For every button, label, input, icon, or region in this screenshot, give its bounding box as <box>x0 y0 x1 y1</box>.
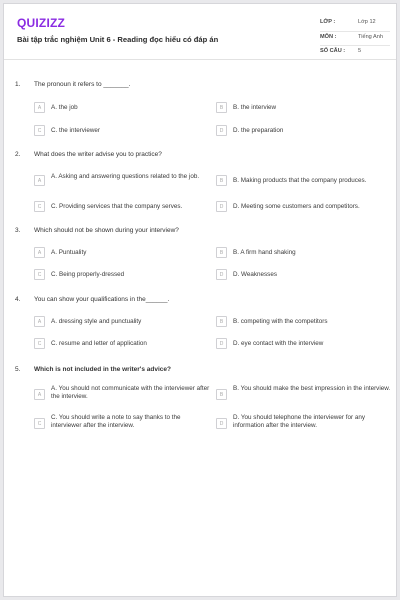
option-text: A. dressing style and punctuality <box>51 318 142 325</box>
header-divider <box>4 59 396 60</box>
question-text: Which should not be shown during your interview? <box>34 227 179 234</box>
option-text: A. Puntuality <box>51 249 87 256</box>
meta-value: 5 <box>358 48 362 54</box>
meta-label: LỚP : <box>320 19 336 25</box>
option-checkbox[interactable]: D <box>216 338 227 349</box>
option-text: A. You should not communicate with the interviewer after the interview. <box>51 385 210 400</box>
option-text: B. You should make the best impression in the interview. <box>233 385 391 392</box>
option-text: D. eye contact with the interview <box>233 340 324 347</box>
question-number: 4. <box>15 296 21 303</box>
meta-value: Lớp 12 <box>358 19 376 25</box>
worksheet-title: Bài tập trắc nghiệm Unit 6 - Reading đọc hiểu có đáp án <box>17 35 219 44</box>
option-text: D. the preparation <box>233 127 284 134</box>
option-text: C. You should write a note to say thanks to the interviewer after the interview. <box>51 414 181 429</box>
meta-row-class <box>320 17 390 32</box>
option-checkbox[interactable]: D <box>216 125 227 136</box>
option-checkbox[interactable]: C <box>34 338 45 349</box>
option-text: B. the interview <box>233 104 277 111</box>
option-checkbox[interactable]: A <box>34 102 45 113</box>
option-text: A. the job <box>51 104 78 111</box>
option-checkbox[interactable]: D <box>216 269 227 280</box>
option-text: C. resume and letter of application <box>51 340 147 347</box>
option-checkbox[interactable]: B <box>216 102 227 113</box>
option-text: D. You should telephone the interviewer for any information after the interview. <box>233 414 365 429</box>
option-checkbox[interactable]: C <box>34 269 45 280</box>
quizizz-logo: QUIZIZZ <box>17 16 66 30</box>
option-checkbox[interactable]: B <box>216 247 227 258</box>
option-checkbox[interactable]: B <box>216 175 227 186</box>
option-text: B. Making products that the company produces. <box>233 177 367 184</box>
question-number: 1. <box>15 81 21 88</box>
option-checkbox[interactable]: A <box>34 389 45 400</box>
option-checkbox[interactable]: C <box>34 201 45 212</box>
question-text: Which is not included in the writer's advice? <box>34 366 171 373</box>
option-checkbox[interactable]: A <box>34 175 45 186</box>
question-number: 3. <box>15 227 21 234</box>
worksheet-page <box>3 3 397 597</box>
meta-table <box>320 17 390 61</box>
meta-value: Tiếng Anh <box>358 33 383 40</box>
option-text: C. Providing services that the company serves. <box>51 203 183 210</box>
option-checkbox[interactable]: A <box>34 247 45 258</box>
option-text: B. A firm hand shaking <box>233 249 296 256</box>
option-text: B. competing with the competitors <box>233 318 328 325</box>
option-text: A. Asking and answering questions related to the job. <box>51 173 200 180</box>
option-checkbox[interactable]: D <box>216 201 227 212</box>
question-number: 2. <box>15 151 21 158</box>
option-text: C. Being properly-dressed <box>51 271 125 278</box>
option-checkbox[interactable]: B <box>216 389 227 400</box>
option-text: C. the interviewer <box>51 127 100 134</box>
meta-row-subject <box>320 32 390 47</box>
meta-label: SỐ CÂU : <box>320 48 346 54</box>
question-text: The pronoun it refers to _______. <box>34 81 131 88</box>
option-checkbox[interactable]: B <box>216 316 227 327</box>
option-checkbox[interactable]: D <box>216 418 227 429</box>
option-checkbox[interactable]: C <box>34 125 45 136</box>
question-text: What does the writer advise you to practice? <box>34 151 162 158</box>
option-text: D. Weaknesses <box>233 271 277 278</box>
question-number: 5. <box>15 366 21 373</box>
option-text: D. Meeting some customers and competitors. <box>233 203 360 210</box>
question-text: You can show your qualifications in the______. <box>34 296 170 303</box>
option-checkbox[interactable]: C <box>34 418 45 429</box>
option-checkbox[interactable]: A <box>34 316 45 327</box>
meta-label: MÔN : <box>320 33 337 40</box>
